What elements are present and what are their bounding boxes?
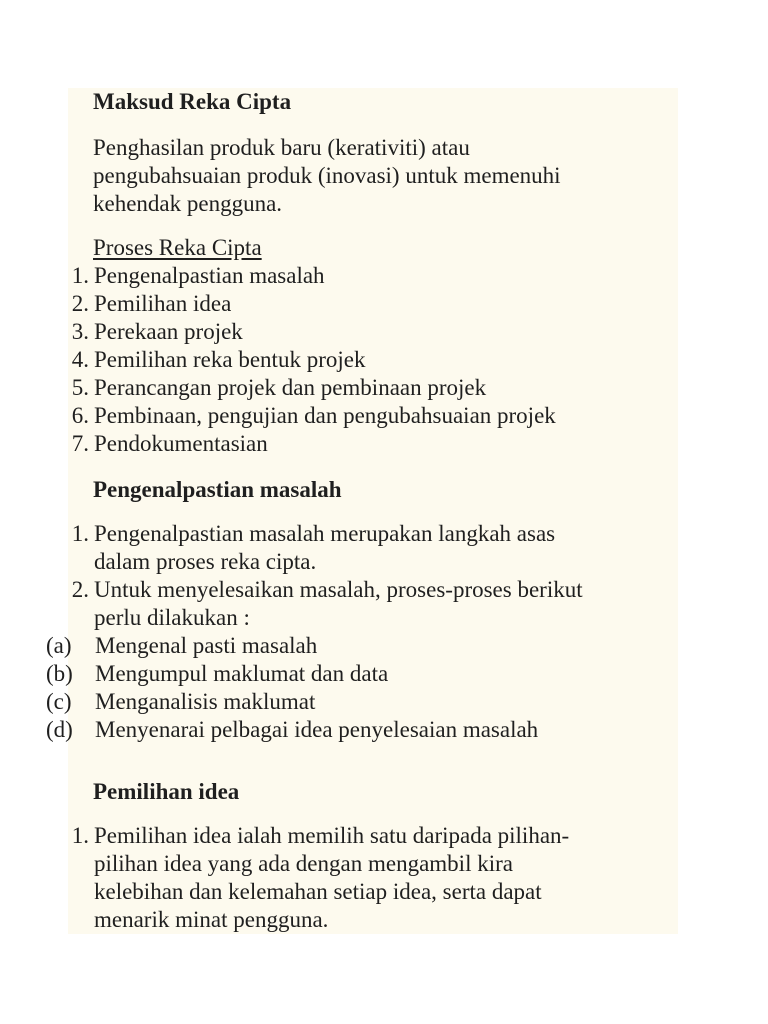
list-number: 3. (71, 319, 89, 344)
section-title-pemilihan-idea: Pemilihan idea (93, 779, 240, 804)
sublist-label: (a) (46, 633, 72, 658)
list-item-line: menarik minat pengguna. (94, 907, 329, 932)
list-number: 2. (71, 291, 89, 316)
sublist-label: (b) (46, 661, 73, 686)
section-title-proses-reka-cipta: Proses Reka Cipta (93, 235, 262, 260)
list-number: 1. (71, 521, 89, 546)
list-number: 2. (71, 577, 89, 602)
paragraph-line: Penghasilan produk baru (kerativiti) atau (93, 135, 470, 160)
list-item-line: perlu dilakukan : (94, 605, 250, 630)
list-number: 5. (71, 375, 89, 400)
list-item: Pemilihan idea (94, 291, 232, 316)
list-item: Pendokumentasian (94, 431, 268, 456)
section-title-pengenalpastian-masalah: Pengenalpastian masalah (93, 477, 342, 502)
list-item-line: pilihan idea yang ada dengan mengambil kira (94, 851, 513, 876)
list-number: 6. (71, 403, 89, 428)
list-item-line: kelebihan dan kelemahan setiap idea, serta dapat (94, 879, 542, 904)
list-item-line: Pemilihan idea ialah memilih satu daripada pilihan- (94, 823, 570, 848)
list-item-line: Pengenalpastian masalah merupakan langkah asas (94, 521, 556, 546)
sublist-label: (d) (46, 717, 73, 742)
list-item-line: Untuk menyelesaikan masalah, proses-proses berikut (94, 577, 583, 602)
sublist-item: Mengumpul maklumat dan data (95, 661, 389, 686)
sublist-label: (c) (46, 689, 72, 714)
sublist-item: Menganalisis maklumat (95, 689, 316, 714)
list-number: 4. (71, 347, 89, 372)
list-item: Perekaan projek (94, 319, 243, 344)
list-number: 1. (71, 263, 89, 288)
section-title-maksud-reka-cipta: Maksud Reka Cipta (93, 89, 292, 114)
list-item-line: dalam proses reka cipta. (94, 549, 317, 574)
list-item: Perancangan projek dan pembinaan projek (94, 375, 487, 400)
paragraph-line: kehendak pengguna. (93, 191, 283, 216)
paragraph-line: pengubahsuaian produk (inovasi) untuk memenuhi (93, 163, 561, 188)
sublist-item: Menyenarai pelbagai idea penyelesaian masalah (95, 717, 539, 742)
list-item: Pemilihan reka bentuk projek (94, 347, 366, 372)
list-item: Pengenalpastian masalah (94, 263, 325, 288)
list-number: 1. (71, 823, 89, 848)
list-number: 7. (71, 431, 89, 456)
list-item: Pembinaan, pengujian dan pengubahsuaian projek (94, 403, 556, 428)
sublist-item: Mengenal pasti masalah (95, 633, 318, 658)
